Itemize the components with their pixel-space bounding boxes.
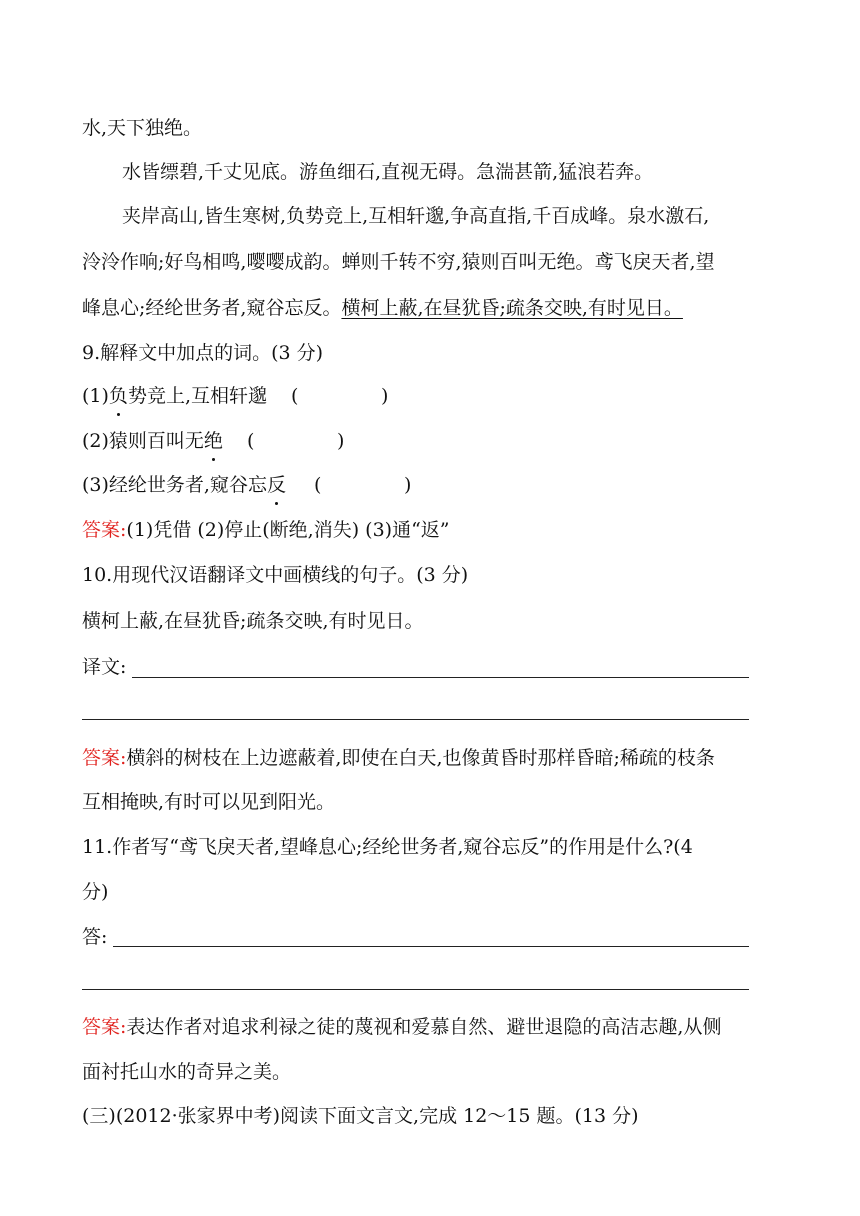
passage-line: 水,天下独绝。 bbox=[82, 117, 203, 139]
answer-blank-line bbox=[82, 989, 749, 990]
answer-paren-close: ) bbox=[336, 430, 345, 452]
dotted-word: 反 bbox=[266, 474, 286, 496]
passage-paragraph: 夹岸高山,皆生寒树,负势竞上,互相轩邈,争高直指,千百成峰。泉水激石, bbox=[122, 205, 710, 227]
q9-item-2: (2)猿则百叫无绝 ( ) bbox=[82, 430, 345, 452]
q9-item-3: (3)经纶世务者,窥谷忘反 ( ) bbox=[82, 474, 412, 496]
q10-title: 10.用现代汉语翻译文中画横线的句子。(3 分) bbox=[82, 564, 469, 586]
answer-text: 横斜的树枝在上边遮蔽着,即使在白天,也像黄昏时那样昏暗;稀疏的枝条 bbox=[126, 747, 715, 769]
answer-paren-close: ) bbox=[381, 385, 389, 407]
answer-paren-close: ) bbox=[404, 474, 412, 496]
dotted-word: 绝 bbox=[203, 430, 223, 452]
answer-text: (1)凭借 (2)停止(断绝,消失) (3)通“返” bbox=[126, 519, 450, 541]
q11-title: 11.作者写“鸢飞戾天者,望峰息心;经纶世务者,窥谷忘反”的作用是什么?(4 bbox=[82, 836, 693, 858]
passage-line: 泠泠作响;好鸟相鸣,嘤嘤成韵。蝉则千转不穷,猿则百叫无绝。鸢飞戾天者,望 bbox=[82, 251, 715, 273]
answer-label: 答案: bbox=[82, 1016, 127, 1038]
answer-blank-line bbox=[113, 946, 749, 947]
passage-line bbox=[82, 296, 683, 320]
answer-paren-open: ( bbox=[246, 430, 255, 452]
q10-answer bbox=[82, 746, 715, 770]
answer-label: 答案: bbox=[82, 519, 127, 541]
dotted-word: 负 bbox=[108, 385, 128, 407]
q9-item-1: (1)负势竞上,互相轩邈 ( ) bbox=[82, 385, 389, 407]
section-heading: (三)(2012·张家界中考)阅读下面文言文,完成 12～15 题。(13 分) bbox=[82, 1105, 639, 1127]
q11-prompt: 答: bbox=[82, 926, 108, 948]
q9-answer bbox=[82, 518, 450, 542]
q11-title-cont: 分) bbox=[82, 881, 109, 903]
q11-answer-cont: 面衬托山水的奇异之美。 bbox=[82, 1061, 292, 1083]
q11-answer bbox=[82, 1015, 721, 1039]
q10-sentence: 横柯上蔽,在昼犹昏;疏条交映,有时见日。 bbox=[82, 610, 424, 632]
answer-blank-line bbox=[82, 719, 749, 720]
answer-text: 表达作者对追求利禄之徒的蔑视和爱慕自然、避世退隐的高洁志趣,从侧 bbox=[126, 1016, 722, 1038]
passage-paragraph: 水皆缥碧,千丈见底。游鱼细石,直视无碍。急湍甚箭,猛浪若奔。 bbox=[122, 161, 654, 183]
answer-paren-open: ( bbox=[314, 474, 322, 496]
answer-paren-open: ( bbox=[291, 385, 299, 407]
answer-label: 答案: bbox=[82, 747, 127, 769]
q9-title: 9.解释文中加点的词。(3 分) bbox=[82, 342, 324, 364]
passage-text: 峰息心;经纶世务者,窥谷忘反。 bbox=[82, 297, 342, 319]
q10-answer-cont: 互相掩映,有时可以见到阳光。 bbox=[82, 791, 336, 813]
underlined-sentence: 横柯上蔽,在昼犹昏;疏条交映,有时见日。 bbox=[341, 297, 683, 319]
q10-prompt: 译文: bbox=[82, 656, 127, 678]
answer-blank-line bbox=[132, 677, 749, 678]
